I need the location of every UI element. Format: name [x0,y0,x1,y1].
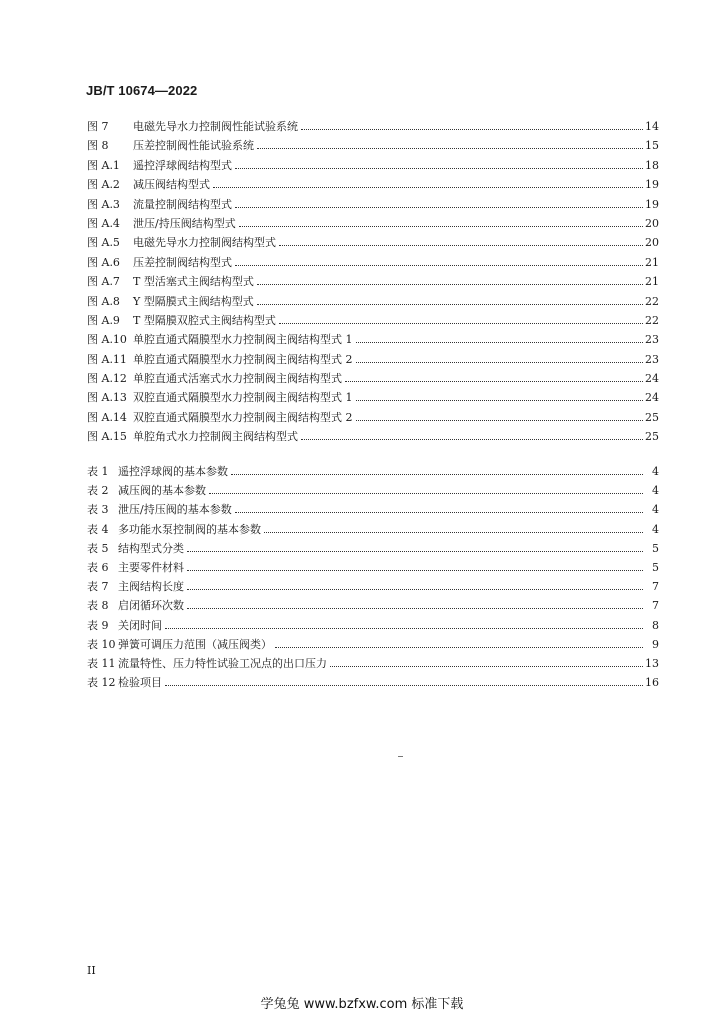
toc-entry-page: 25 [645,410,659,424]
toc-entry-title: 泄压/持压阀结构型式 [133,216,236,230]
toc-entry-page: 22 [645,294,659,308]
toc-entry-label: 表 4 [87,522,109,536]
dot-leader [235,207,643,208]
toc-entry-page: 5 [652,541,659,555]
table-entry [87,578,659,597]
dot-leader [330,666,643,667]
figure-entry [87,331,659,350]
table-entry [87,482,659,501]
toc-entry-label: 图 A.12 [87,372,127,386]
toc-entry-page: 23 [645,352,659,366]
dot-leader [213,187,643,188]
toc-entry-page: 4 [652,522,659,536]
figure-entry [87,215,659,234]
dot-leader [187,608,643,609]
figure-entry [87,351,659,370]
toc-entry-label: 图 A.5 [87,236,120,250]
dot-leader [345,381,643,382]
toc-entry-label: 图 A.7 [87,275,120,289]
toc-entry-page: 21 [645,255,659,269]
table-entry [87,597,659,616]
toc-entry-page: 4 [652,484,659,498]
dot-leader [187,570,643,571]
watermark-text: 学兔兔 www.bzfxw.com 标准下载 [260,997,464,1012]
figure-entry [87,273,659,292]
dot-leader [165,628,643,629]
toc-entry-title: 遥控浮球阀结构型式 [133,158,232,172]
toc-entry-label: 图 A.14 [87,410,127,424]
toc-entry-page: 24 [645,391,659,405]
dot-leader [279,245,643,246]
table-entry [87,655,659,674]
toc-entry-title: 减压阀的基本参数 [118,484,206,498]
toc-entry-title: T 型隔膜双腔式主阀结构型式 [133,313,276,327]
toc-entry-page: 19 [645,178,659,192]
table-entry [87,501,659,520]
toc-entry-label: 图 8 [87,139,109,153]
toc-entry-title: 双腔直通式隔膜型水力控制阀主阀结构型式 1 [133,391,353,405]
dot-leader [165,685,643,686]
toc-entry-title: Y 型隔膜式主阀结构型式 [133,294,254,308]
toc-entry-title: T 型活塞式主阀结构型式 [133,275,254,289]
document-code: JB/T 10674—2022 [86,83,198,98]
toc-entry-title: 主阀结构长度 [118,580,184,594]
toc-entry-label: 图 7 [87,120,109,133]
toc-entry-label: 图 A.1 [87,158,120,172]
toc-entry-title: 流量特性、压力特性试验工况点的出口压力 [118,656,327,670]
figure-entry [87,137,659,156]
toc-entry-label: 表 2 [87,484,109,498]
toc-entry-title: 遥控浮球阀的基本参数 [118,465,228,478]
dot-leader [257,148,643,149]
toc-entry-page: 4 [652,503,659,517]
dot-leader [187,551,643,552]
toc-entry-page: 16 [645,676,659,690]
toc-entry-label: 图 A.3 [87,197,120,211]
figure-entry [87,157,659,176]
toc-entry-title: 单腔直通式隔膜型水力控制阀主阀结构型式 1 [133,333,353,347]
toc-entry-label: 图 A.10 [87,333,127,347]
figure-entry [87,389,659,408]
toc-entry-page: 20 [645,236,659,250]
toc-entry-label: 表 7 [87,580,109,594]
toc-entry-title: 单腔直通式隔膜型水力控制阀主阀结构型式 2 [133,352,353,366]
figure-entry [87,428,659,447]
toc-entry-label: 图 A.8 [87,294,120,308]
table-entry [87,540,659,559]
figure-entry [87,196,659,215]
page-number: II [87,964,96,977]
figure-entry [87,370,659,389]
dot-leader [356,342,644,343]
dot-leader [356,362,644,363]
figure-list [87,118,659,448]
toc-entry-page: 24 [645,372,659,386]
toc-entry-label: 表 11 [87,656,116,670]
toc-entry-title: 主要零件材料 [118,560,184,574]
toc-entry-title: 关闭时间 [118,618,162,632]
toc-entry-label: 图 A.15 [87,430,127,444]
dot-leader [187,589,643,590]
table-entry [87,617,659,636]
toc-entry-page: 21 [645,275,659,289]
table-entry [87,463,659,482]
dot-leader [264,532,643,533]
toc-entry-title: 泄压/持压阀的基本参数 [118,503,232,517]
table-list [87,463,659,693]
toc-entry-page: 8 [652,618,659,632]
toc-entry-label: 图 A.13 [87,391,127,405]
dot-leader [235,168,643,169]
figure-entry [87,176,659,195]
dot-leader [301,129,643,130]
toc-entry-page: 22 [645,313,659,327]
figure-entry [87,409,659,428]
dot-leader [257,304,643,305]
toc-entry-label: 表 3 [87,503,109,517]
toc-entry-page: 4 [652,465,659,478]
toc-entry-title: 单腔角式水力控制阀主阀结构型式 [133,430,298,444]
stray-mark [398,756,403,757]
toc-entry-page: 25 [645,430,659,444]
toc-entry-title: 多功能水泵控制阀的基本参数 [118,522,261,536]
toc-entry-page: 7 [652,580,659,594]
dot-leader [356,400,644,401]
toc-entry-page: 5 [652,560,659,574]
table-entry [87,636,659,655]
toc-entry-label: 表 5 [87,541,109,555]
dot-leader [301,439,643,440]
toc-entry-label: 表 12 [87,676,116,690]
figure-entry [87,118,659,137]
toc-entry-title: 检验项目 [118,676,162,690]
toc-entry-label: 表 9 [87,618,109,632]
toc-entry-label: 图 A.9 [87,313,120,327]
toc-entry-label: 图 A.4 [87,216,120,230]
dot-leader [235,512,643,513]
toc-entry-page: 19 [645,197,659,211]
toc-entry-title: 流量控制阀结构型式 [133,197,232,211]
dot-leader [279,323,643,324]
toc-entry-title: 结构型式分类 [118,541,184,555]
dot-leader [239,226,643,227]
dot-leader [356,420,644,421]
toc-entry-page: 23 [645,333,659,347]
figure-entry [87,312,659,331]
table-entry [87,674,659,693]
toc-entry-title: 电磁先导水力控制阀性能试验系统 [133,120,298,133]
toc-entry-label: 表 1 [87,465,109,478]
toc-entry-title: 启闭循环次数 [118,599,184,613]
dot-leader [235,265,643,266]
toc-entry-label: 图 A.2 [87,178,120,192]
dot-leader [209,493,643,494]
toc-entry-page: 20 [645,216,659,230]
dot-leader [275,647,643,648]
figure-entry [87,234,659,253]
toc-entry-title: 弹簧可调压力范围（减压阀类） [118,637,272,651]
toc-entry-page: 13 [645,656,659,670]
toc-entry-label: 图 A.6 [87,255,120,269]
toc-entry-page: 7 [652,599,659,613]
toc-entry-page: 9 [652,637,659,651]
dot-leader [231,474,643,475]
toc-entry-label: 图 A.11 [87,352,127,366]
toc-entry-page: 18 [645,158,659,172]
toc-entry-page: 14 [645,120,659,133]
table-entry [87,521,659,540]
toc-entry-title: 压差控制阀性能试验系统 [133,139,254,153]
table-entry [87,559,659,578]
toc-entry-page: 15 [645,139,659,153]
dot-leader [257,284,643,285]
toc-entry-title: 双腔直通式隔膜型水力控制阀主阀结构型式 2 [133,410,353,424]
toc-entry-label: 表 10 [87,637,116,651]
figure-entry [87,293,659,312]
toc-entry-title: 单腔直通式活塞式水力控制阀主阀结构型式 [133,372,342,386]
toc-entry-title: 减压阀结构型式 [133,178,210,192]
toc-entry-title: 电磁先导水力控制阀结构型式 [133,236,276,250]
toc-entry-label: 表 8 [87,599,109,613]
toc-entry-label: 表 6 [87,560,109,574]
toc-entry-title: 压差控制阀结构型式 [133,255,232,269]
figure-entry [87,254,659,273]
